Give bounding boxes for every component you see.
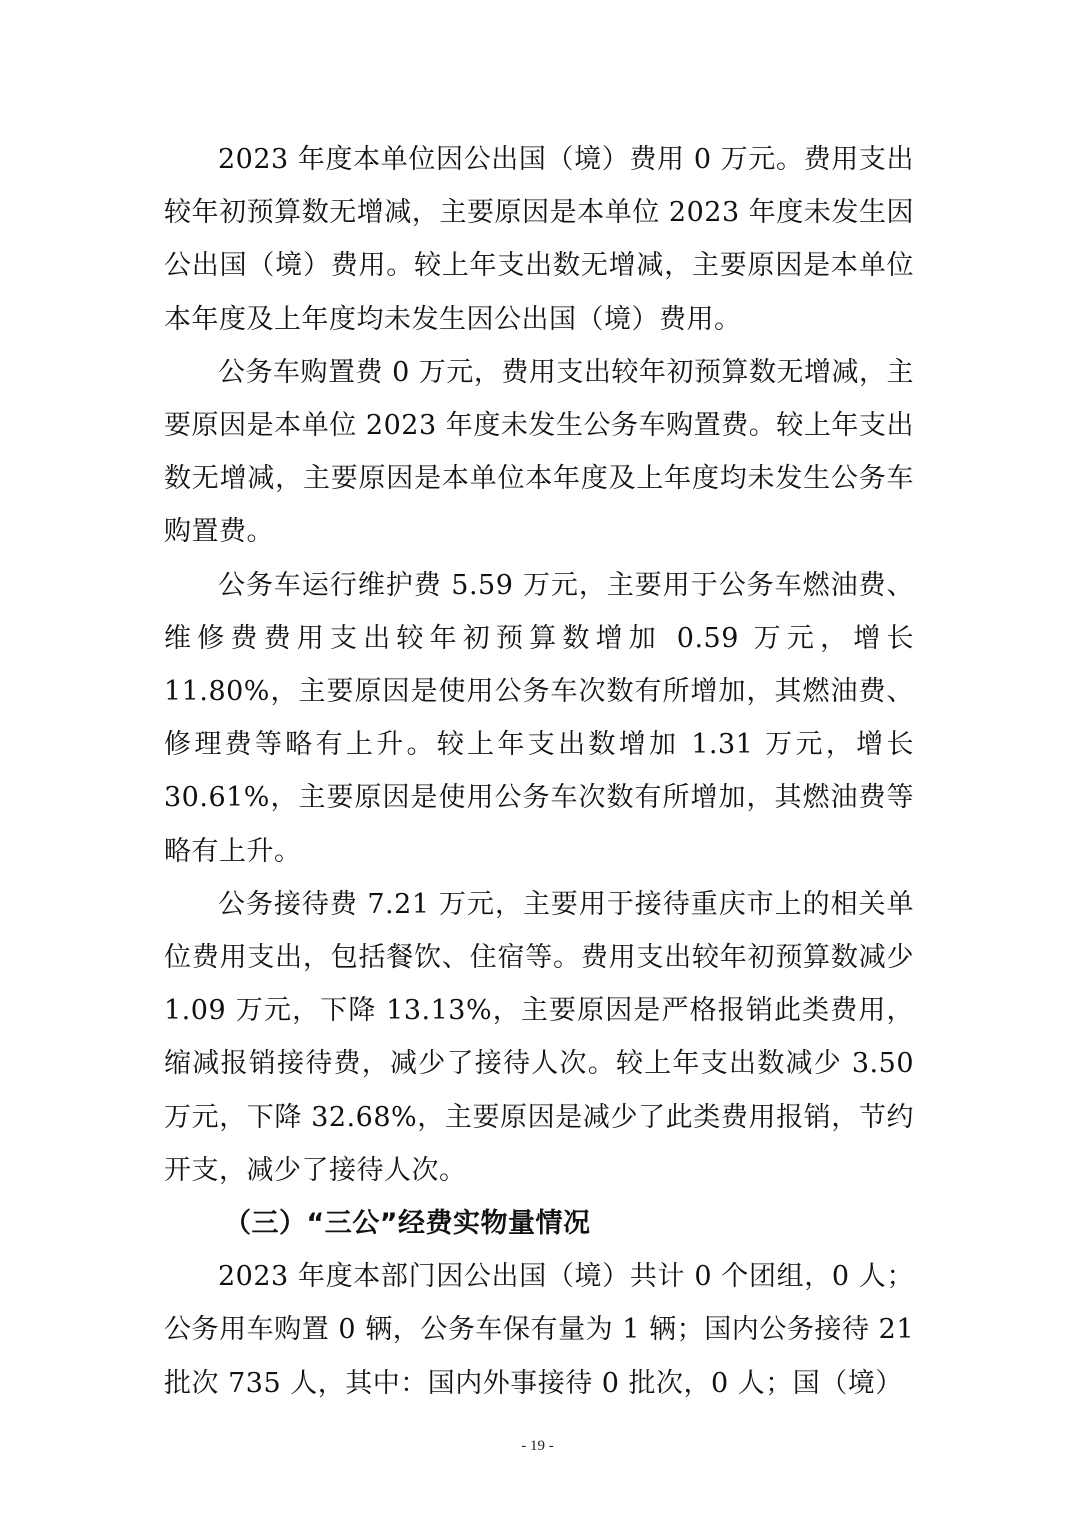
paragraph-physical-quantities: 2023 年度本部门因公出国（境）共计 0 个团组，0 人；公务用车购置 0 辆，公务车保有量为 1 辆；国内公务接待 21 批次 735 人，其中：国内外事接待 0 批次，0 人；国（境） bbox=[164, 1261, 914, 1399]
paragraph-vehicle-purchase: 公务车购置费 0 万元，费用支出较年初预算数无增减，主要原因是本单位 2023 年度未发生公务车购置费。较上年支出数无增减，主要原因是本单位本年度及上年度均未发生公务车购置费。 bbox=[164, 356, 914, 548]
paragraph-official-reception: 公务接待费 7.21 万元，主要用于接待重庆市上的相关单位费用支出，包括餐饮、住宿等。费用支出较年初预算数减少 1.09 万元，下降 13.13%，主要原因是严格报销此类费用，缩减报销接待费，减少了接待人次。较上年支出数减少 3.50 万元，下降 32.68%，主要原因是减少了此类费用报销，节约开支，减少了接待人次。 bbox=[164, 888, 914, 1186]
paragraph-vehicle-maintenance: 公务车运行维护费 5.59 万元，主要用于公务车燃油费、维修费费用支出较年初预算数增加 0.59 万元，增长 11.80%，主要原因是使用公务车次数有所增加，其燃油费、修理费等略有上升。较上年支出数增加 1.31 万元，增长 30.61%，主要原因是使用公务车次数有所增加，其燃油费等略有上升。 bbox=[164, 569, 914, 867]
section-heading: （三）“三公”经费实物量情况 bbox=[224, 1208, 591, 1240]
page-number: - 19 - bbox=[521, 1438, 554, 1454]
paragraph-overseas-travel: 2023 年度本单位因公出国（境）费用 0 万元。费用支出较年初预算数无增减，主要原因是本单位 2023 年度未发生因公出国（境）费用。较上年支出数无增减，主要原因是本单位本年度及上年度均未发生因公出国（境）费用。 bbox=[164, 144, 914, 335]
body-text bbox=[164, 133, 914, 1410]
